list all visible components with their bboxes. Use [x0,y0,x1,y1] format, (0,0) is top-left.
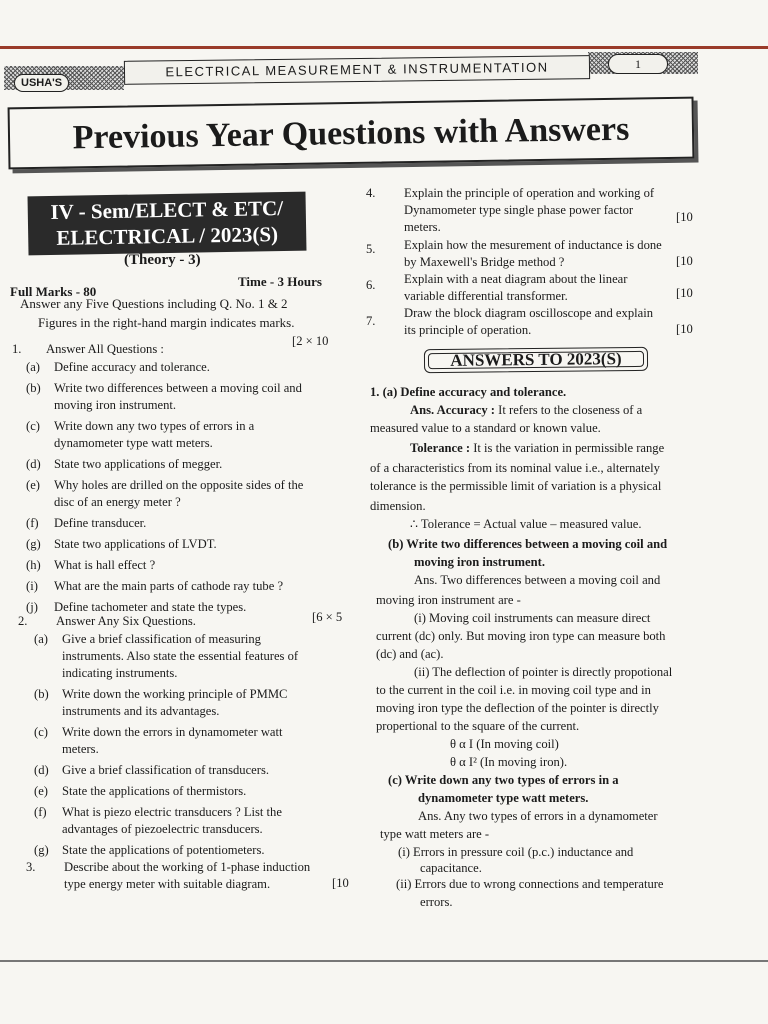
question-line: by Maxewell's Bridge method ? [404,255,565,269]
question-part-label: (c) [34,725,48,739]
question-part-line: State two applications of LVDT. [54,537,217,551]
bottom-rule [0,960,768,962]
answers-heading: ANSWERS TO 2023(S) [424,347,648,373]
question-4 [366,186,706,236]
answer-line: errors. [420,895,453,909]
answer-line: (i) Errors in pressure coil (p.c.) inductance and [398,845,634,859]
question-number: 7. [366,314,376,328]
question-part-line: dynamometer type watt meters. [54,436,213,450]
question-7 [366,306,706,340]
question-part [34,763,364,780]
question-part-line: State the applications of thermistors. [62,784,247,798]
question-part-label: (a) [34,632,48,646]
brand-label: USHA'S [14,74,69,92]
question-marks: [10 [676,286,693,300]
question-part [26,516,356,533]
question-part-label: (j) [26,600,38,614]
page-number: 1 [608,54,668,74]
question-part [26,537,356,554]
question-line: Explain how the mesurement of inductance is done [404,238,662,252]
answer-line: moving iron type the deflection of the pointer is directly [376,701,659,715]
semester-line-1: IV - Sem/ELECT & ETC/ [50,195,284,225]
header-band [4,52,698,94]
question-part [26,579,356,596]
question-marks: [10 [676,210,693,224]
question-part-line: Define tachometer and state the types. [54,600,247,614]
formula: θ α I (In moving coil) [450,737,559,751]
question-part [34,687,364,721]
question-text: Answer All Questions : [46,342,164,356]
formula: θ α I² (In moving iron). [450,755,568,769]
answer-line [410,402,642,418]
question-part [26,457,356,474]
question-part-line: What are the main parts of cathode ray tube ? [54,579,284,593]
question-part [34,784,364,801]
question-part-line: Write two differences between a moving coil and [54,381,302,395]
question-number: 3. [26,860,36,874]
answer-line: of a characteristics from its nominal value i.e., alternately [370,461,660,475]
answer-line: (ii) The deflection of pointer is directly propotional [414,665,673,679]
question-2 [18,614,348,630]
answer-line: (ii) Errors due to wrong connections and temperature [396,877,664,891]
question-number: 6. [366,278,376,292]
question-part-line: Define transducer. [54,516,147,530]
question-marks: [10 [676,322,693,336]
answer-line: dimension. [370,499,426,513]
question-marks: [2 × 10 [292,334,329,348]
answer-line: (i) Moving coil instruments can measure direct [414,611,651,625]
answer-line: propertional to the square of the current. [376,719,580,733]
question-part-line: Give a brief classification of measuring [62,632,261,646]
answer-text: It is the variation in permissible range [473,441,665,455]
instruction-line: Figures in the right-hand margin indicates marks. [38,315,295,330]
question-part [26,558,356,575]
question-marks: [10 [676,254,693,268]
top-rule [0,46,768,49]
question-part-line: Why holes are drilled on the opposite sides of the [54,478,304,492]
question-part-line: State two applications of megger. [54,457,223,471]
question-part [34,843,364,860]
question-part [26,360,356,377]
answer-question-1c: dynamometer type watt meters. [418,791,589,805]
answer-question-1b: (b) Write two differences between a moving coil and [388,537,668,551]
question-part [26,419,356,453]
question-part-line: Define accuracy and tolerance. [54,360,210,374]
time-label: Time - 3 Hours [238,274,322,289]
question-part-line: Write down any two types of errors in a [54,419,255,433]
question-line: variable differential transformer. [404,289,568,303]
semester-banner [28,192,307,256]
answer-line: measured value to a standard or known value. [370,421,601,435]
answer-line: to the current in the coil i.e. in moving coil type and in [376,683,651,697]
question-part-label: (g) [26,537,41,551]
semester-line-2: ELECTRICAL / 2023(S) [56,222,279,250]
answer-question-1b: moving iron instrument. [414,555,545,569]
question-line: Explain with a neat diagram about the linear [404,272,628,286]
answer-line: tolerance is the permissible limit of variation is a physical [370,479,662,493]
question-part-label: (g) [34,843,49,857]
question-part-label: (b) [26,381,41,395]
answer-question-1c: (c) Write down any two types of errors in a [388,773,619,787]
answer-term: Ans. Accuracy : [410,403,495,417]
question-part-label: (d) [34,763,49,777]
question-number: 1. [12,342,22,356]
question-number: 2. [18,614,28,628]
question-part-line: meters. [62,742,99,756]
answer-question-1a: 1. (a) Define accuracy and tolerance. [370,385,567,399]
question-part-line: advantages of piezoelectric transducers. [62,822,263,836]
question-part-line: moving iron instrument. [54,398,177,412]
question-part-label: (i) [26,579,38,593]
question-part [34,805,364,839]
title-box [8,97,695,170]
question-6 [366,272,706,306]
question-line: Draw the block diagram oscilloscope and explain [404,306,653,320]
question-part-label: (d) [26,457,41,471]
page-title: Previous Year Questions with Answers [72,110,630,157]
answer-line: type watt meters are - [380,827,490,841]
question-part-line: instruments. Also state the essential features of [62,649,299,663]
question-part-line: Write down the working principle of PMMC [62,687,288,701]
question-part-label: (f) [26,516,39,530]
question-part [34,632,364,683]
question-part-label: (f) [34,805,47,819]
answer-text: It refers to the closeness of a [498,403,643,417]
question-part-label: (h) [26,558,41,572]
question-part-line: State the applications of potentiometers. [62,843,265,857]
question-part [26,478,356,512]
question-part-line: Give a brief classification of transducers. [62,763,270,777]
question-3 [26,860,356,894]
question-part-line: What is piezo electric transducers ? List the [62,805,282,819]
question-part-label: (e) [34,784,48,798]
answer-line: (dc) and (ac). [376,647,444,661]
question-marks: [6 × 5 [312,610,343,624]
theory-label: (Theory - 3) [124,252,201,268]
answer-line: Ans. Any two types of errors in a dynamometer [418,809,658,823]
question-part-line: indicating instruments. [62,666,178,680]
question-part-label: (b) [34,687,49,701]
question-line: Explain the principle of operation and working of [404,186,655,200]
answer-line: current (dc) only. But moving iron type can measure both [376,629,666,643]
question-line: type energy meter with suitable diagram. [64,877,271,891]
question-part-line: What is hall effect ? [54,558,156,572]
question-line: Dynamometer type single phase power factor [404,203,634,217]
question-part-label: (e) [26,478,40,492]
question-number: 4. [366,186,376,200]
answer-line: Ans. Two differences between a moving coil and [414,573,661,587]
question-part-line: Write down the errors in dynamometer watt [62,725,283,739]
question-part-line: instruments and its advantages. [62,704,220,718]
question-line: its principle of operation. [404,323,532,337]
full-marks-label: Full Marks - 80 [10,284,97,299]
question-text: Answer Any Six Questions. [56,614,196,628]
question-part-label: (a) [26,360,40,374]
question-line: meters. [404,220,441,234]
question-5 [366,238,706,272]
question-part-label: (c) [26,419,40,433]
formula: ∴ Tolerance = Actual value – measured value. [410,517,642,531]
instruction-line: Answer any Five Questions including Q. No. 1 & 2 [20,296,288,311]
answer-line [410,440,664,456]
answer-line: moving iron instrument are - [376,593,521,607]
question-line: Describe about the working of 1-phase induction [64,860,311,874]
answer-term: Tolerance : [410,441,471,455]
question-number: 5. [366,242,376,256]
subject-banner: ELECTRICAL MEASUREMENT & INSTRUMENTATION [124,55,590,85]
question-part-line: disc of an energy meter ? [54,495,181,509]
question-part [34,725,364,759]
question-marks: [10 [332,876,349,890]
answer-line: capacitance. [420,861,482,875]
question-part [26,381,356,415]
